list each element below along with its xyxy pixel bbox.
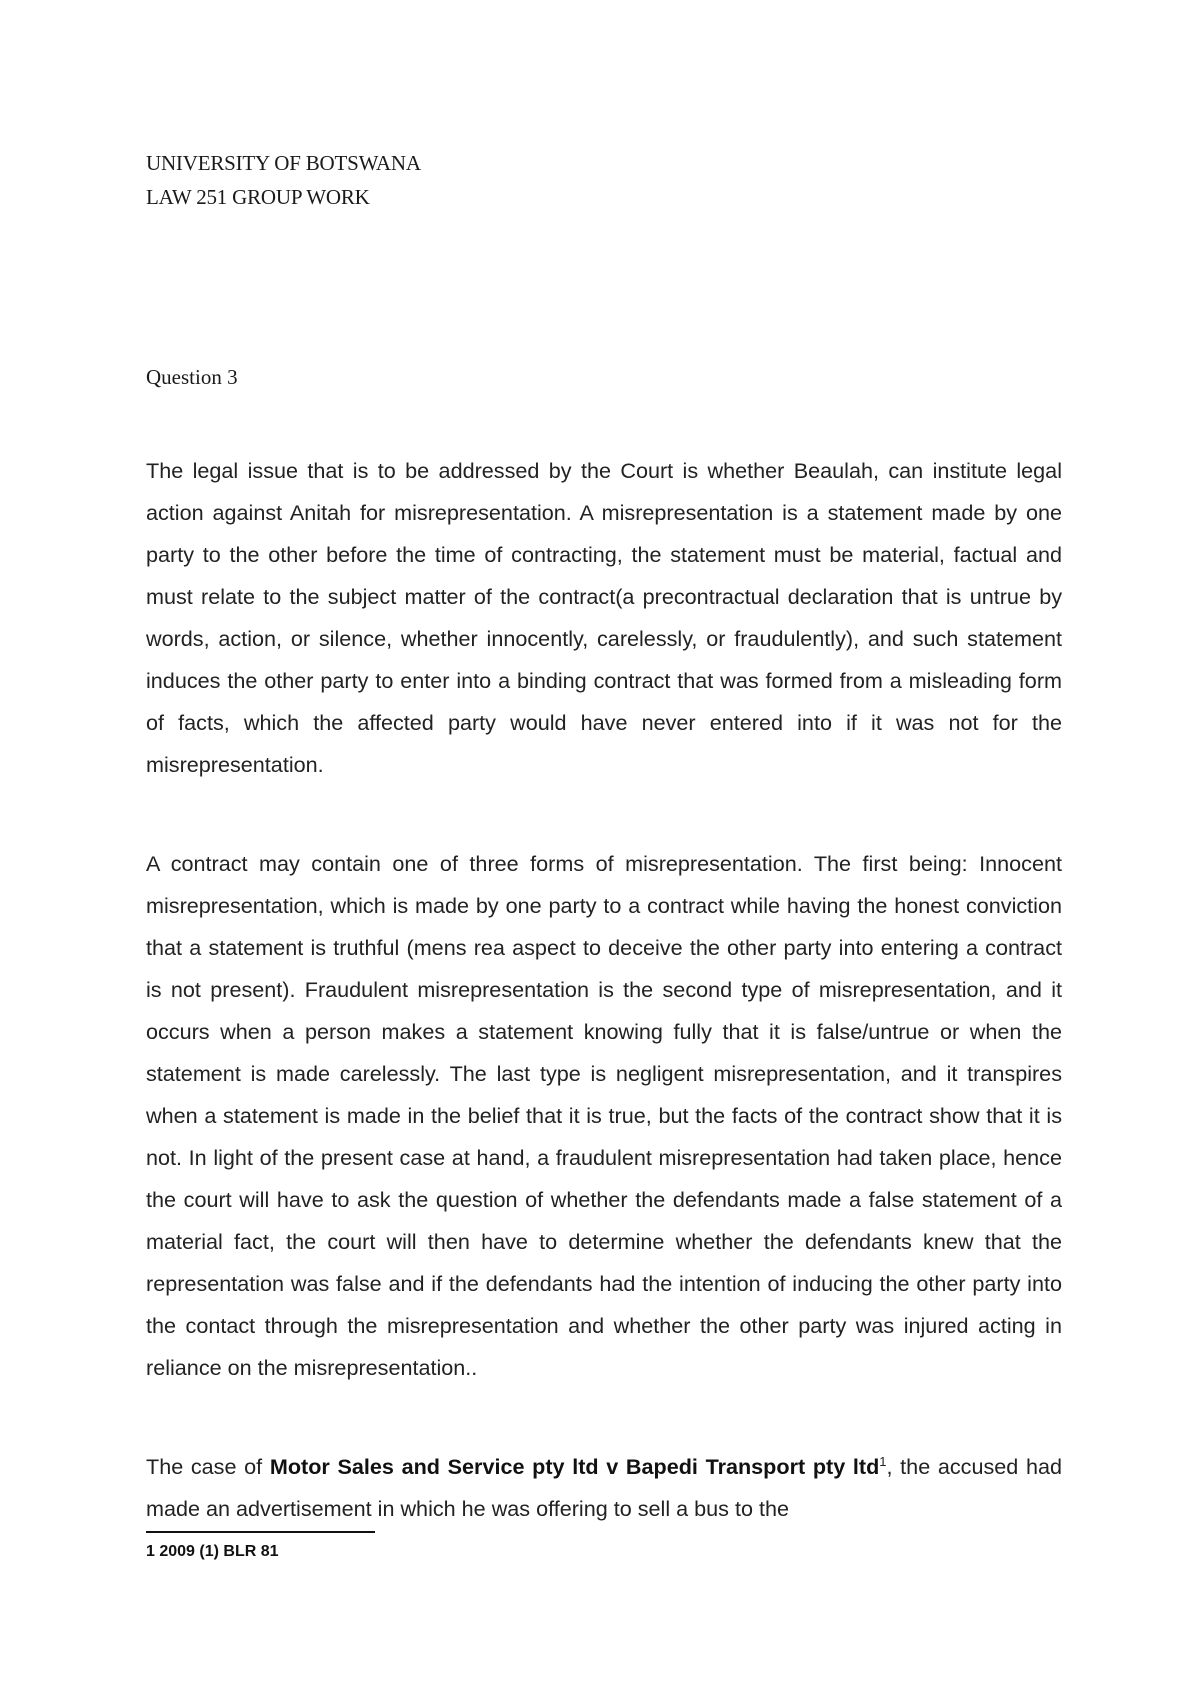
case-rest-text: , the accused had made an advertisement in which he was offering to sell a bus to the — [146, 1454, 1062, 1521]
course-title: LAW 251 GROUP WORK — [146, 185, 370, 209]
paragraph-forms-of-misrepresentation: A contract may contain one of three forms of misrepresentation. The first being: Innocent misrepresentation, which is made by one party to a contract while having the honest conviction that a statement is truthful (mens rea aspect to deceive the other party into entering a contract is not present). Fraudulent misrepresentation is the second type of misrepresentation, and it occurs when a person makes a statement knowing fully that it is false/untrue or when the statement is made carelessly. The last type is negligent misrepresentation, and it transpires when a statement is made in the belief that it is true, but the facts of the contract show that it is not. In light of the present case at hand, a fraudulent misrepresentation had taken place, hence the court will have to ask the question of whether the defendants made a false statement of a material fact, the court will then have to determine whether the defendants knew that the representation was false and if the defendants had the intention of inducing the other party into the contact through the misrepresentation and whether the other party was injured acting in reliance on the misrepresentation.. — [146, 851, 1062, 1380]
case-name: Motor Sales and Service pty ltd v Bapedi Transport pty ltd — [269, 1454, 880, 1479]
paragraph-legal-issue: The legal issue that is to be addressed by the Court is whether Beaulah, can institute legal action against Anitah for misrepresentation. A misrepresentation is a statement made by one party to the other before the time of contracting, the statement must be material, factual and must relate to the subject matter of the contract(a precontractual declaration that is untrue by words, action, or silence, whether innocently, carelessly, or fraudulently), and such statement induces the other party to enter into a binding contract that was formed from a misleading form of facts, which the affected party would have never entered into if it was not for the misrepresentation. — [146, 458, 1062, 777]
institution-name: UNIVERSITY OF BOTSWANA — [146, 151, 421, 175]
footnote-text: 1 2009 (1) BLR 81 — [146, 1543, 279, 1560]
document-header — [146, 146, 421, 214]
footnote-separator — [146, 1531, 375, 1533]
case-lead-text: The case of — [146, 1454, 270, 1479]
question-heading: Question 3 — [146, 365, 238, 389]
paragraph-case-reference — [146, 1446, 1062, 1530]
footnote-reference[interactable]: 1 — [879, 1453, 887, 1469]
